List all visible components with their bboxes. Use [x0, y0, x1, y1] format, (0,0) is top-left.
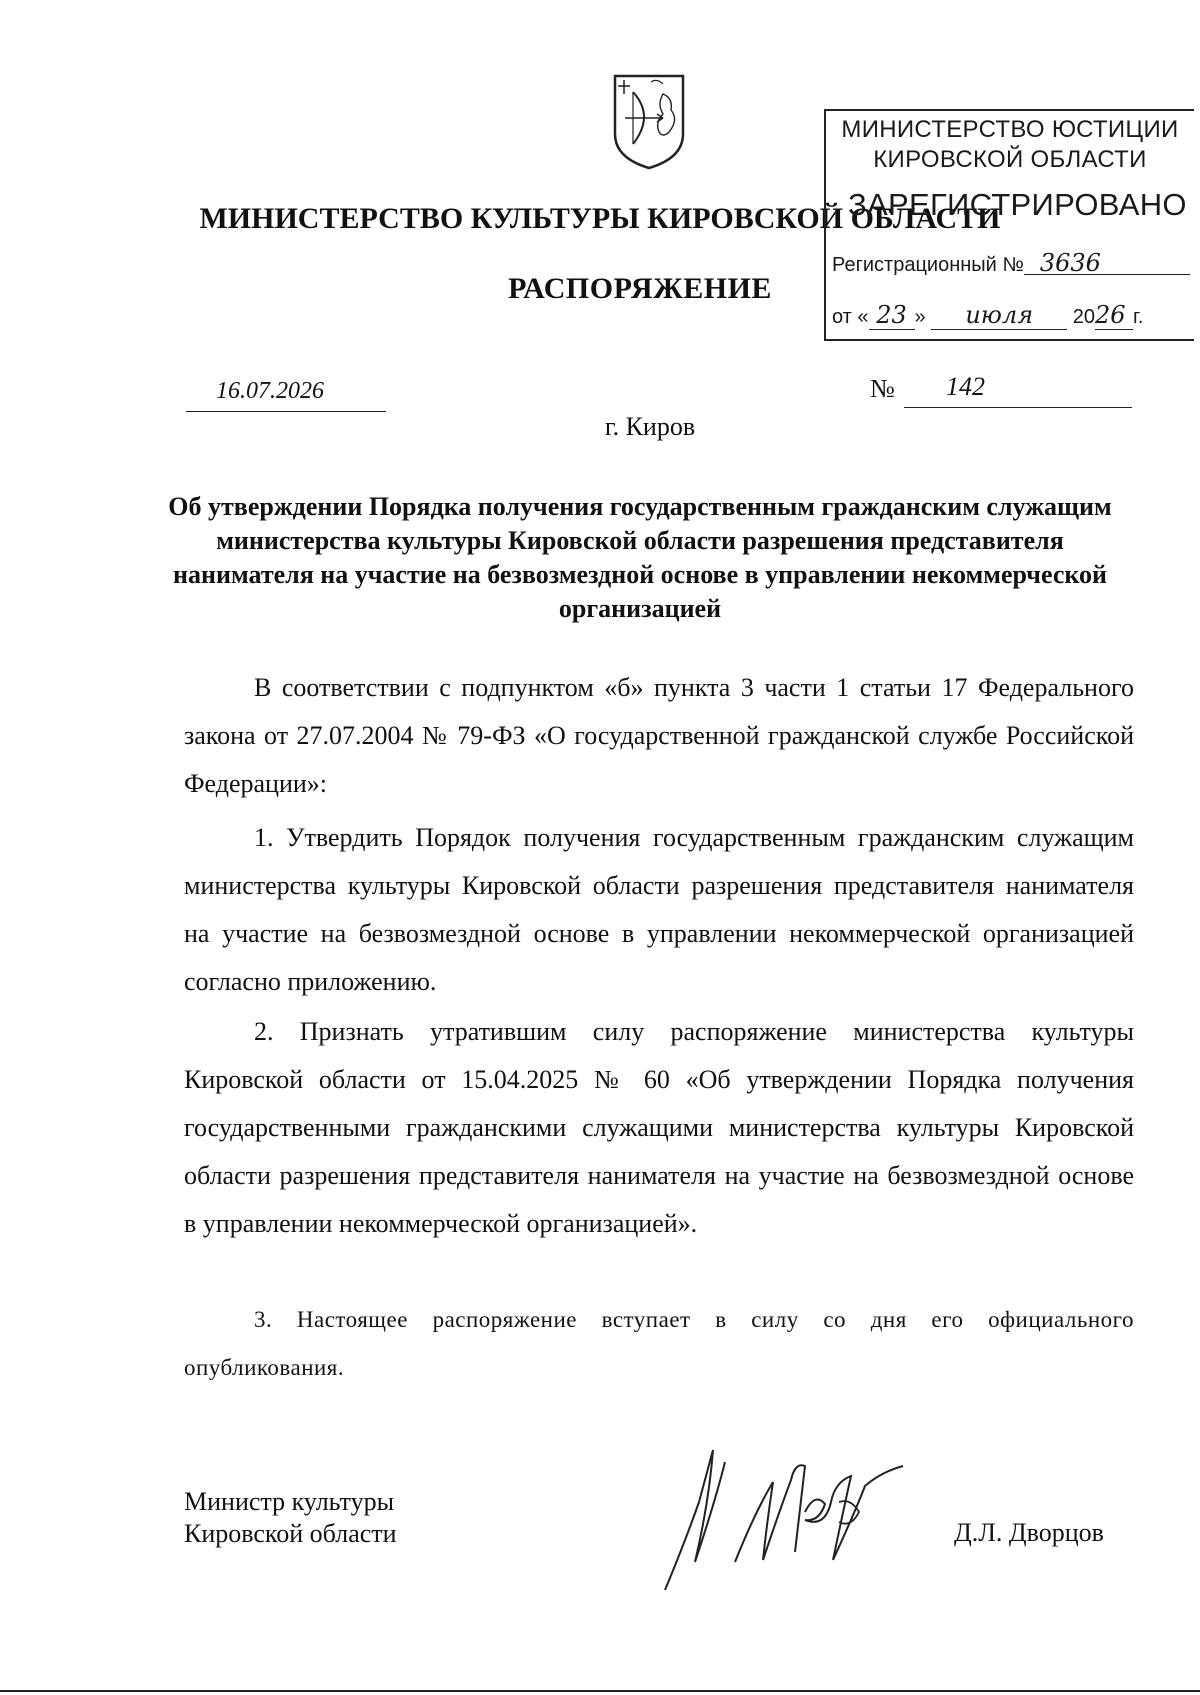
- order-number: 142: [904, 372, 1132, 408]
- signatory-title-line-1: Министр культуры: [184, 1487, 395, 1516]
- order-date: 16.07.2026: [186, 378, 386, 412]
- stamp-line-1: МИНИСТЕРСТВО ЮСТИЦИИ: [841, 116, 1179, 143]
- order-number-label: №: [870, 374, 895, 403]
- preamble-text: В соответствии с подпунктом «б» пункта 3 части 1 статьи 17 Федерального закона от 27.07.2004 № 79-ФЗ «О государственной гражданской службе Российской Федерации»:: [184, 673, 1134, 798]
- document-type-title: РАСПОРЯЖЕНИЕ: [508, 272, 772, 305]
- item-3-paragraph: [184, 1296, 1134, 1392]
- stamp-registration-number-row: [832, 249, 1190, 277]
- item-1-text: 1. Утвердить Порядок получения государственным гражданским служащим министерства культуры Кировской области разрешения представителя нанимателя на участие на безвозмездной основе в управлении некоммерческой организацией согласно приложению.: [184, 823, 1134, 996]
- stamp-date-year-prefix: 20: [1072, 306, 1096, 328]
- stamp-date-close: »: [914, 306, 926, 328]
- item-3-text: 3. Настоящее распоряжение вступает в силу со дня его официального опубликования.: [184, 1307, 1134, 1380]
- handwritten-signature: [655, 1442, 945, 1592]
- preamble-paragraph: [184, 664, 1134, 808]
- city: г. Киров: [604, 412, 696, 441]
- item-2-paragraph: [184, 1008, 1134, 1248]
- stamp-registered-label: ЗАРЕГИСТРИРОВАНО: [848, 187, 1187, 222]
- item-1-paragraph: [184, 814, 1134, 1006]
- stamp-date-suffix: г.: [1133, 306, 1144, 328]
- bottom-divider: [0, 1690, 1200, 1692]
- stamp-date-row: [832, 301, 1143, 330]
- document-heading: Об утверждении Порядка получения государственным гражданским служащим министерства культуры Кировской области разрешения представителя нанимателя на участие на безвозмездной основе в управлении некоммерческой организацией: [168, 492, 1112, 623]
- stamp-registration-number-label: Регистрационный №: [832, 254, 1024, 276]
- stamp-line-2: КИРОВСКОЙ ОБЛАСТИ: [873, 146, 1147, 173]
- stamp-date-prefix: от «: [832, 306, 869, 328]
- ministry-name: МИНИСТЕРСТВО КУЛЬТУРЫ КИРОВСКОЙ ОБЛАСТИ: [199, 202, 1001, 235]
- signatory-title: [184, 1486, 397, 1550]
- stamp-date-month: июля: [931, 301, 1067, 330]
- signatory-name: Д.Л. Дворцов: [954, 1518, 1104, 1547]
- item-2-text: 2. Признать утратившим силу распоряжение министерства культуры Кировской области от 15.04.2025 № 60 «Об утверждении Порядка получения государственными гражданскими служащими министерства культуры Кировской области разрешения представителя нанимателя на участие на безвозмездной основе в управлении некоммерческой организацией».: [184, 1017, 1134, 1238]
- coat-of-arms-emblem: [611, 72, 687, 170]
- stamp-date-day: 23: [869, 301, 915, 330]
- stamp-date-year: 26: [1095, 301, 1133, 330]
- stamp-registration-number: 3636: [1024, 252, 1190, 275]
- signatory-title-line-2: Кировской области: [184, 1519, 397, 1548]
- registration-stamp: [824, 109, 1194, 341]
